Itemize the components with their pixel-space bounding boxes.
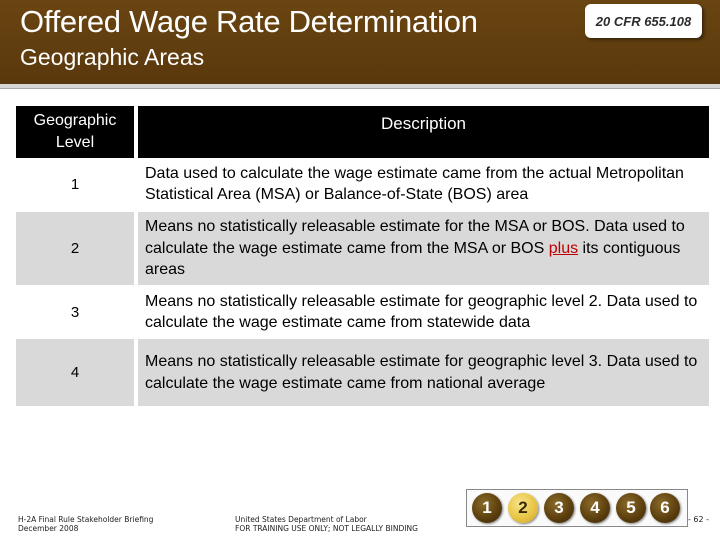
nav-button-6[interactable]: 6 <box>650 493 680 523</box>
emphasis-plus-text: plus <box>548 239 579 257</box>
table-row-2-level: 2 <box>16 212 134 285</box>
slide-title: Offered Wage Rate Determination <box>20 4 478 39</box>
row-description-text: Means no statistically releasable estimate for the MSA or BOS. Data used to calculate the wage estimate came from the MSA or BOS <box>145 218 685 257</box>
footer-disclaimer: FOR TRAINING USE ONLY; NOT LEGALLY BINDING <box>235 524 418 533</box>
slide-header <box>0 0 720 84</box>
footer-briefing-title: H-2A Final Rule Stakeholder Briefing <box>18 515 154 524</box>
row-description-text: Means no statistically releasable estimate for geographic level 2. Data used to calculate the wage estimate came from statewide data <box>145 292 698 331</box>
table-row-2-description <box>138 212 709 285</box>
table-row-1-level: 1 <box>16 158 134 210</box>
footer-agency-info <box>235 515 418 533</box>
page-number: - 62 - <box>688 515 710 524</box>
table-row-4-description <box>138 339 709 406</box>
nav-button-5[interactable]: 5 <box>616 493 646 523</box>
column-header-level: Geographic Level <box>16 106 134 158</box>
nav-button-1[interactable]: 1 <box>472 493 502 523</box>
nav-button-2[interactable]: 2 <box>508 493 538 523</box>
cfr-citation-badge: 20 CFR 655.108 <box>585 4 702 38</box>
table-row-1-description <box>138 158 709 210</box>
row-description-text-end: its contiguous areas <box>145 239 681 279</box>
slide-subtitle: Geographic Areas <box>20 44 205 70</box>
footer-briefing-date: December 2008 <box>18 524 79 533</box>
table-row-4-level: 4 <box>16 339 134 406</box>
row-description-text: Means no statistically releasable estimate for geographic level 3. Data used to calculate the wage estimate came from national average <box>145 353 698 392</box>
table-row-3-description <box>138 287 709 337</box>
header-divider <box>0 84 720 89</box>
column-header-description: Description <box>138 106 709 158</box>
table-row-3-level: 3 <box>16 287 134 337</box>
geographic-levels-table <box>16 106 709 406</box>
row-description-text: Data used to calculate the wage estimate came from the actual Metropolitan Statistical Area (MSA) or Balance-of-State (BOS) area <box>145 164 684 203</box>
footer-briefing-info <box>18 515 153 533</box>
nav-button-4[interactable]: 4 <box>580 493 610 523</box>
footer-agency-name: United States Department of Labor <box>235 515 367 524</box>
nav-button-3[interactable]: 3 <box>544 493 574 523</box>
